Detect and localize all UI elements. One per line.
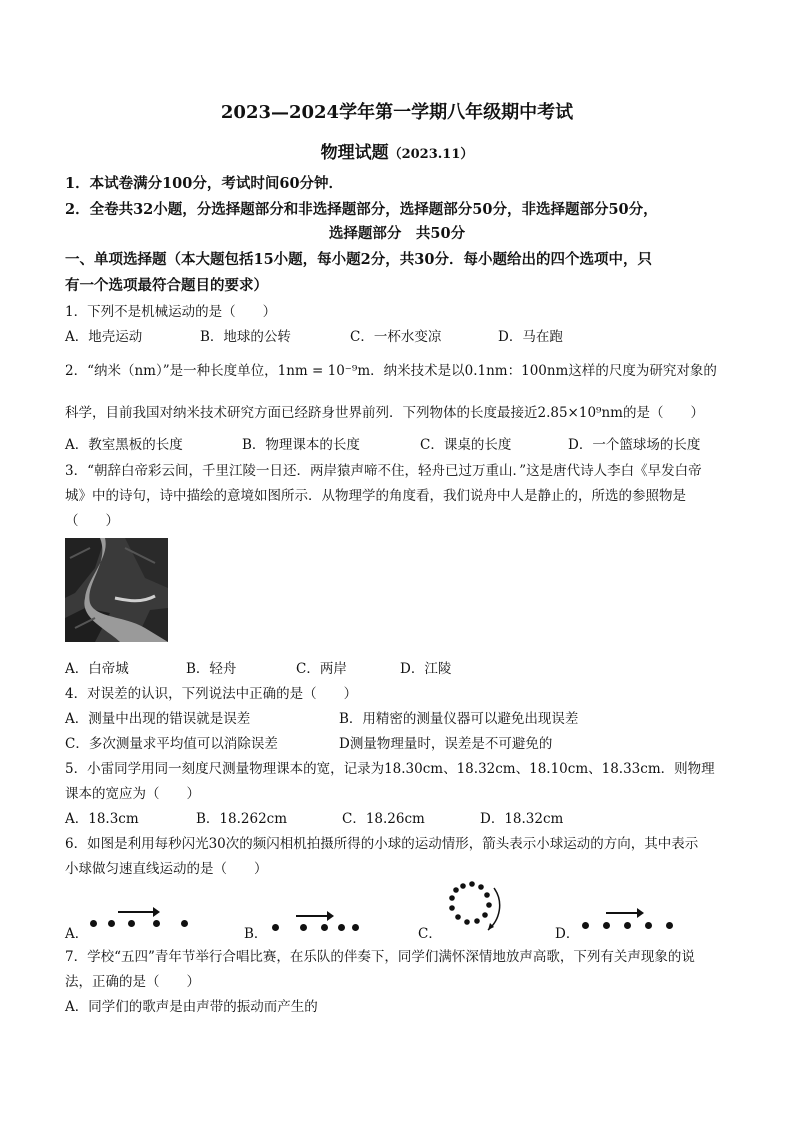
- q4-stem: 4．对误差的认识，下列说法中正确的是（ ）: [65, 686, 358, 702]
- ball-dot: [108, 920, 115, 927]
- q5-stem-line2: 课本的宽应为（ ）: [65, 786, 200, 802]
- q4-option-c: C．多次测量求平均值可以消除误差: [65, 736, 278, 752]
- circular-motion-icon: [438, 880, 508, 936]
- section-heading-line2: 有一个选项最符合题目的要求）: [65, 277, 268, 294]
- q3-option-a: A．白帝城: [65, 661, 129, 677]
- ball-dot: [128, 920, 135, 927]
- q5-option-a: A．18.3cm: [65, 811, 139, 827]
- direction-arrow-icon: [118, 911, 158, 913]
- q2-stem-line2: 科学，目前我国对纳米技术研究方面已经跻身世界前列．下列物体的长度最接近2.85×10⁹nm的是（ ）: [65, 405, 704, 421]
- q3-option-c: C．两岸: [296, 661, 347, 677]
- q2-stem-line1: 2．“纳米（nm）”是一种长度单位，1nm = 10⁻⁹m．纳米技术是以0.1nm：100nm这样的尺度为研究对象的: [65, 363, 717, 379]
- subject-title: [0, 138, 794, 163]
- q6-stem-line2: 小球做匀速直线运动的是（ ）: [65, 861, 268, 877]
- q6-motion-figures: [0, 880, 794, 940]
- q1-option-a: A．地壳运动: [65, 329, 143, 345]
- q1-option-c: C．一杯水变凉: [350, 329, 442, 345]
- note-1: 1．本试卷满分100分，考试时间60分钟．: [65, 175, 344, 192]
- q5-option-c: C．18.26cm: [342, 811, 425, 827]
- ball-dot: [603, 922, 610, 929]
- q7-option-a: A．同学们的歌声是由声带的振动而产生的: [65, 999, 318, 1015]
- ball-dot: [321, 924, 328, 931]
- ball-dot: [624, 922, 631, 929]
- q2-option-c: C．课桌的长度: [420, 437, 512, 453]
- q1-option-d: D．马在跑: [498, 329, 563, 345]
- section-heading-line1: 一、单项选择题（本大题包括15小题，每小题2分，共30分．每小题给出的四个选项中，只: [65, 251, 652, 268]
- ball-dot: [300, 924, 307, 931]
- q6-stem-line1: 6．如图是利用每秒闪光30次的频闪相机拍摄所得的小球的运动情形，箭头表示小球运动的方向，其中表示: [65, 836, 699, 852]
- q2-option-a: A．教室黑板的长度: [65, 437, 183, 453]
- q6-option-b: B．: [244, 926, 268, 942]
- ball-dot: [582, 922, 589, 929]
- exam-title: 2023—2024学年第一学期八年级期中考试: [220, 102, 574, 123]
- direction-arrow-icon: [606, 912, 642, 914]
- q6-option-a: A．: [65, 926, 89, 942]
- exam-date: （2023.11）: [388, 147, 474, 162]
- ball-dot: [181, 920, 188, 927]
- q7-stem-line1: 7．学校“五四”青年节举行合唱比赛，在乐队的伴奏下，同学们满怀深情地放声高歌，下列有关声现象的说: [65, 949, 695, 965]
- q6-option-d: D．: [555, 926, 580, 942]
- q4-option-d: D测量物理量时，误差是不可避免的: [339, 736, 553, 752]
- subject-name: 物理试题: [320, 143, 389, 163]
- q2-option-b: B．物理课本的长度: [242, 437, 360, 453]
- ball-dot: [90, 920, 97, 927]
- ball-dot: [645, 922, 652, 929]
- q6-option-c: C．: [418, 926, 442, 942]
- q5-stem-line1: 5．小雷同学用同一刻度尺测量物理课本的宽，记录为18.30cm、18.32cm、18.10cm、18.33cm．则物理: [65, 761, 715, 777]
- q4-option-b: B．用精密的测量仪器可以避免出现误差: [339, 711, 579, 727]
- q3-stem-line1: 3．“朝辞白帝彩云间，千里江陵一日还．两岸猿声啼不住，轻舟已过万重山．”这是唐代诗人李白《早发白帝: [65, 463, 702, 479]
- q5-option-b: B．18.262cm: [196, 811, 288, 827]
- gorge-river-photo: [65, 538, 168, 642]
- ball-dot: [153, 920, 160, 927]
- ball-dot: [352, 924, 359, 931]
- q3-option-d: D．江陵: [400, 661, 452, 677]
- ball-dot: [338, 924, 345, 931]
- q7-stem-line2: 法，正确的是（ ）: [65, 974, 200, 990]
- q1-stem: 1．下列不是机械运动的是（ ）: [65, 304, 277, 320]
- section-caption: 选择题部分 共50分: [328, 225, 466, 242]
- q3-stem-line2: 城》中的诗句，诗中描绘的意境如图所示．从物理学的角度看，我们说舟中人是静止的，所选的参照物是: [65, 488, 686, 504]
- q4-option-a: A．测量中出现的错误就是误差: [65, 711, 251, 727]
- q5-option-d: D．18.32cm: [480, 811, 564, 827]
- q2-option-d: D．一个篮球场的长度: [568, 437, 701, 453]
- ball-dot: [666, 922, 673, 929]
- q3-stem-line3: （ ）: [65, 513, 119, 529]
- ball-dot: [272, 924, 279, 931]
- q1-option-b: B．地球的公转: [200, 329, 291, 345]
- direction-arrow-icon: [296, 915, 332, 917]
- note-2: 2．全卷共32小题，分选择题部分和非选择题部分，选择题部分50分，非选择题部分50分，: [65, 201, 658, 218]
- q3-option-b: B．轻舟: [186, 661, 237, 677]
